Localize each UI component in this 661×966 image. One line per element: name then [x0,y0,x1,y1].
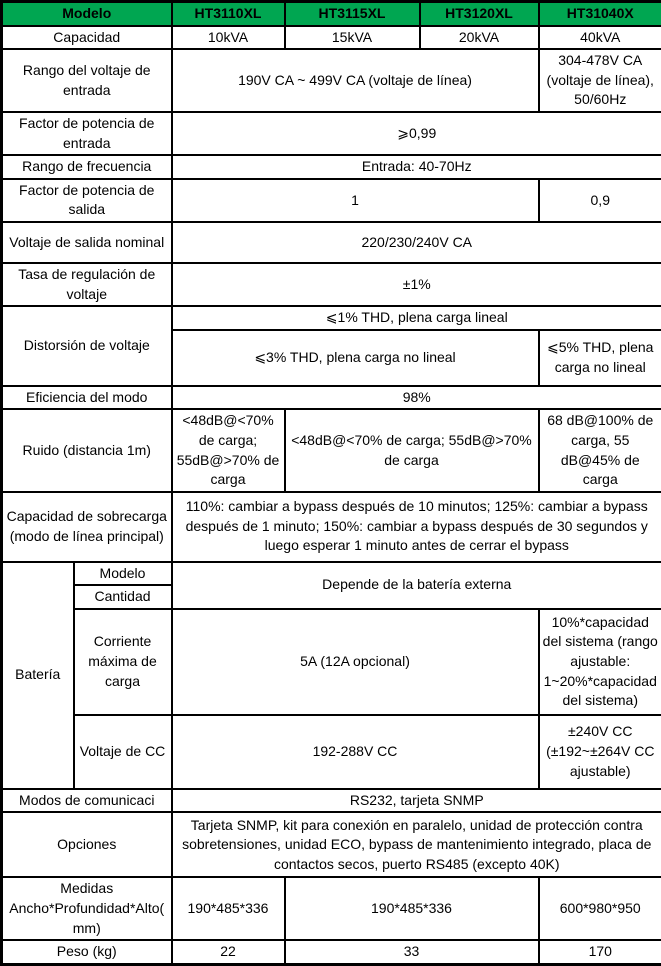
row-overload [2,492,661,562]
capacity-value-15k: 15kVA [285,26,420,50]
distortion-label: Distorsión de voltaje [2,306,172,386]
distortion-nonlinear-40k: ⩽5% THD, plena carga no lineal [539,330,661,386]
table-header-row [2,2,661,26]
output-voltage-label: Voltaje de salida nominal [2,222,172,263]
row-distortion-linear [2,306,661,330]
battery-model-quantity-value: Depende de la batería externa [172,562,661,609]
battery-charge-main: 5A (12A opcional) [172,609,539,715]
row-battery-model [2,562,661,586]
overload-label: Capacidad de sobrecarga (modo de línea principal) [2,492,172,562]
battery-quantity-label: Cantidad [74,585,172,609]
battery-charge-40k: 10%*capacidad del sistema (rango ajustable: 1~20%*capacidad del sistema) [539,609,661,715]
header-model-ht3110xl: HT3110XL [172,2,285,26]
output-voltage-value: 220/230/240V CA [172,222,661,263]
dimensions-value-mid: 190*485*336 [285,877,539,940]
input-voltage-main: 190V CA ~ 499V CA (voltaje de línea) [172,49,539,112]
options-label: Opciones [2,812,172,877]
capacity-value-10k: 10kVA [172,26,285,50]
dimensions-value-10k: 190*485*336 [172,877,285,940]
noise-value-mid: <48dB@<70% de carga; 55dB@>70% de carga [285,409,539,491]
row-input-pf [2,112,661,155]
battery-dc-40k: ±240V CC (±192~±264V CC ajustable) [539,715,661,789]
output-pf-label: Factor de potencia de salida [2,179,172,222]
weight-value-10k: 22 [172,940,285,964]
weight-value-40k: 170 [539,940,661,964]
efficiency-value: 98% [172,386,661,410]
communication-label: Modos de comunicaci [2,789,172,813]
efficiency-label: Eficiencia del modo [2,386,172,410]
freq-range-value: Entrada: 40-70Hz [172,155,661,179]
weight-label: Peso (kg) [2,940,172,964]
header-model-ht3120xl: HT3120XL [420,2,539,26]
row-battery-charge [2,609,661,715]
row-output-pf [2,179,661,222]
battery-group-label: Batería [2,562,74,789]
dimensions-value-40k: 600*980*950 [539,877,661,940]
row-battery-dc [2,715,661,789]
output-pf-40k: 0,9 [539,179,661,222]
row-freq-range [2,155,661,179]
freq-range-label: Rango de frecuencia [2,155,172,179]
output-pf-main: 1 [172,179,539,222]
distortion-nonlinear-main: ⩽3% THD, plena carga no lineal [172,330,539,386]
row-dimensions [2,877,661,940]
communication-value: RS232, tarjeta SNMP [172,789,661,813]
battery-dc-main: 192-288V CC [172,715,539,789]
battery-model-label: Modelo [74,562,172,586]
row-input-voltage [2,49,661,112]
row-noise [2,409,661,491]
header-label-cell: Modelo [2,2,172,26]
row-regulation [2,263,661,306]
noise-value-10k: <48dB@<70% de carga; 55dB@>70% de carga [172,409,285,491]
capacity-label: Capacidad [2,26,172,50]
dimensions-label: Medidas Ancho*Profundidad*Alto(mm) [2,877,172,940]
row-efficiency [2,386,661,410]
input-pf-value: ⩾0,99 [172,112,661,155]
header-model-ht31040x: HT31040X [539,2,661,26]
capacity-value-20k: 20kVA [420,26,539,50]
overload-value: 110%: cambiar a bypass después de 10 minutos; 125%: cambiar a bypass después de 1 minuto; 150%: cambiar a bypass después de 30 segundos y luego esperar 1 minuto antes de cerrar el bypass [172,492,661,562]
regulation-value: ±1% [172,263,661,306]
weight-value-mid: 33 [285,940,539,964]
row-output-voltage [2,222,661,263]
noise-value-40k: 68 dB@100% de carga, 55 dB@45% de carga [539,409,661,491]
input-voltage-label: Rango del voltaje de entrada [2,49,172,112]
battery-dc-label: Voltaje de CC [74,715,172,789]
noise-label: Ruido (distancia 1m) [2,409,172,491]
header-model-ht3115xl: HT3115XL [285,2,420,26]
input-voltage-40k: 304-478V CA (voltaje de línea), 50/60Hz [539,49,661,112]
row-communication [2,789,661,813]
regulation-label: Tasa de regulación de voltaje [2,263,172,306]
options-value: Tarjeta SNMP, kit para conexión en paralelo, unidad de protección contra sobretensiones, unidad ECO, bypass de mantenimiento integrado, placa de contactos secos, puerto RS485 (excepto 40K) [172,812,661,877]
distortion-linear-value: ⩽1% THD, plena carga lineal [172,306,661,330]
input-pf-label: Factor de potencia de entrada [2,112,172,155]
row-options [2,812,661,877]
battery-charge-label: Corriente máxima de carga [74,609,172,715]
row-capacity [2,26,661,50]
capacity-value-40k: 40kVA [539,26,661,50]
